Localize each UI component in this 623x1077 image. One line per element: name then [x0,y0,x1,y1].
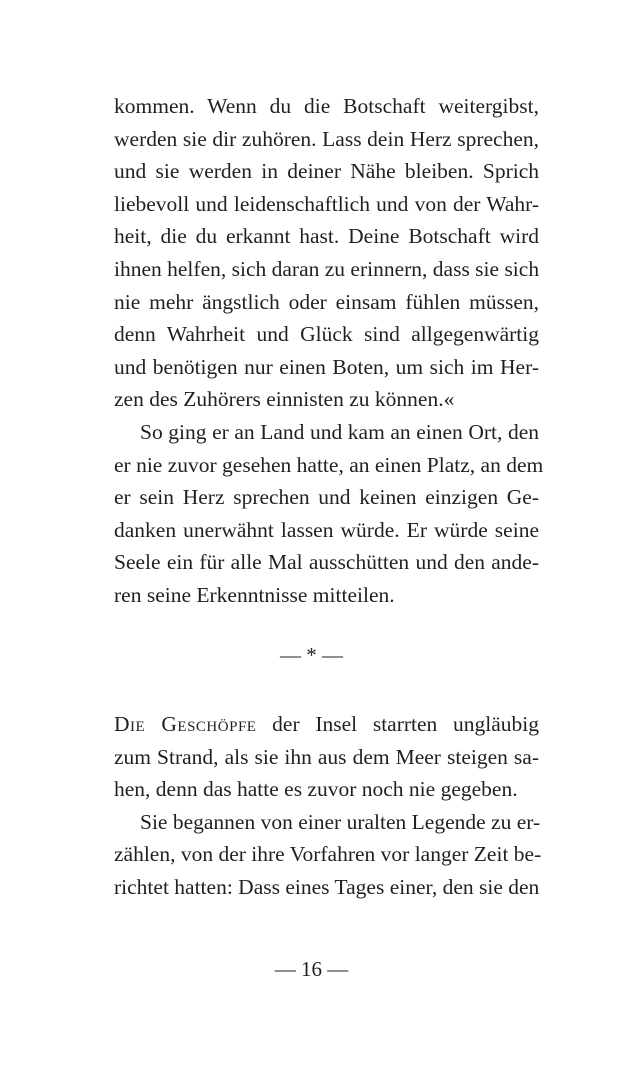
text-line: heit, die du erkannt hast. Deine Botschaft wird [114,224,539,249]
text-line: und benötigen nur einen Boten, um sich im Her- [114,354,539,379]
text-line: zählen, von der ihre Vorfahren vor langer Zeit be- [114,842,542,867]
opening-line [114,708,539,741]
text-line: nie mehr ängstlich oder einsam fühlen müssen, [114,289,539,314]
text-line: zum Strand, als sie ihn aus dem Meer steigen sa- [114,744,539,769]
text-line: ren seine Erkenntnisse mitteilen. [114,582,395,607]
text-line: So ging er an Land und kam an einen Ort, den [140,419,539,444]
page-number: — 16 — [274,957,349,981]
text-line: richtet hatten: Dass eines Tages einer, den sie den [114,874,540,899]
text-line: denn Wahrheit und Glück sind allgegenwärtig [114,322,539,347]
opening-line-rest: der Insel starrten ungläubig [256,712,540,736]
text-line: er sein Herz sprechen und keinen einzigen Ge- [114,485,539,510]
section-divider: — * — [280,643,343,667]
text-line: danken unerwähnt lassen würde. Er würde seine [114,517,539,542]
text-line: Seele ein für alle Mal ausschütten und den ande- [114,550,539,575]
text-line: werden sie dir zuhören. Lass dein Herz sprechen, [114,126,539,151]
passage-2 [114,708,542,904]
passage-1 [114,90,544,612]
text-line: er nie zuvor gesehen hatte, an einen Platz, an dem [114,452,544,477]
text-line: hen, denn das hatte es zuvor noch nie gegeben. [114,777,518,802]
text-line: und sie werden in deiner Nähe bleiben. Sprich [114,159,539,184]
text-line: Sie begannen von einer uralten Legende zu er- [140,809,541,834]
opening-smallcaps: Die Geschöpfe [114,712,257,736]
text-line: liebevoll und leidenschaftlich und von der Wahr- [114,191,539,216]
text-line: kommen. Wenn du die Botschaft weitergibst, [114,94,539,118]
text-line: ihnen helfen, sich daran zu erinnern, dass sie sich [114,256,540,281]
text-line: zen des Zuhörers einnisten zu können.« [114,387,455,412]
